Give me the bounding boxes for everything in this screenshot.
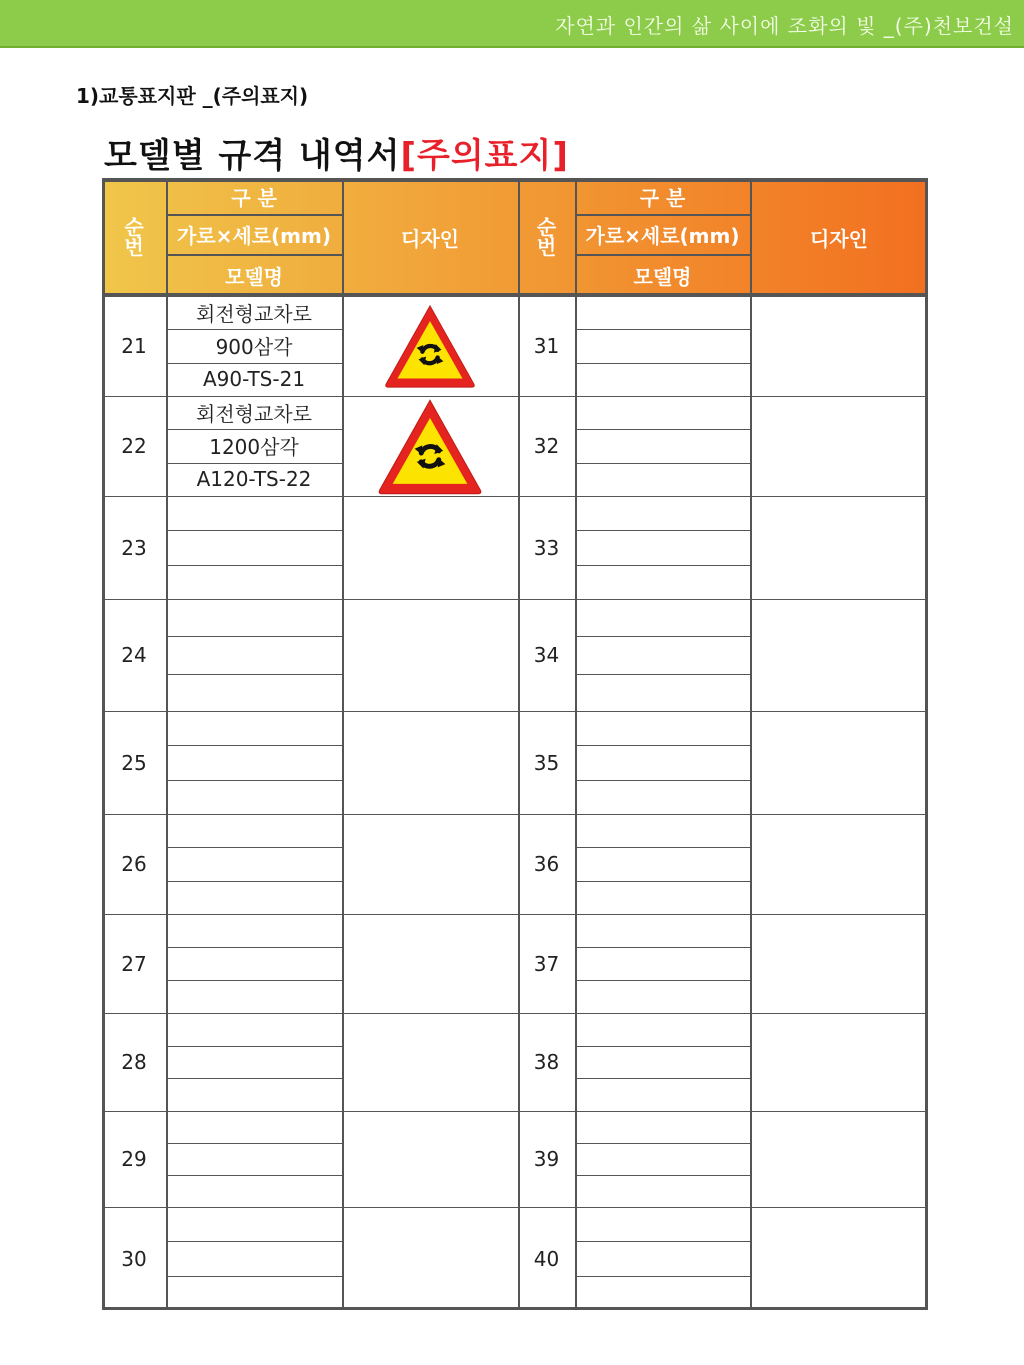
row-number: 27 [121, 951, 147, 976]
item-size-cell [166, 1241, 342, 1275]
cell-subline [575, 1078, 750, 1079]
cell-subline [166, 329, 342, 330]
item-size-cell [166, 745, 342, 779]
cell-subline [166, 1276, 342, 1277]
header-design-label-right: 디자인 [810, 226, 868, 251]
item-size-cell: 1200삼각 [209, 435, 299, 460]
row-number: 34 [533, 643, 560, 667]
cell-subline [166, 429, 342, 430]
item-model-cell [166, 1078, 342, 1111]
item-model-cell [575, 363, 750, 396]
item-name-cell [166, 711, 342, 745]
row-number: 28 [121, 1050, 147, 1074]
item-size-cell [575, 947, 750, 980]
item-name-cell [166, 914, 342, 947]
column-divider [750, 178, 752, 1310]
item-name-cell [575, 914, 750, 947]
item-name-cell [166, 814, 342, 847]
design-cell [342, 396, 518, 496]
cell-subline [575, 565, 750, 566]
header-number-label-left: 순 번 [124, 215, 144, 259]
item-name-cell [575, 1207, 750, 1241]
row-number: 37 [533, 951, 560, 976]
cell-subline [166, 565, 342, 566]
document-title-accent: [주의표지] [400, 136, 569, 176]
cell-subline [166, 980, 342, 981]
item-model-cell [575, 980, 750, 1013]
item-model-cell [166, 565, 342, 599]
table-border-top [102, 178, 928, 182]
item-size-cell [575, 847, 750, 880]
item-size-cell [575, 1046, 750, 1079]
item-name-cell [575, 1111, 750, 1143]
cell-subline [575, 329, 750, 330]
item-name-cell [575, 1013, 750, 1046]
header-group-label-left: 구 분 [231, 185, 277, 210]
column-divider [575, 178, 577, 1310]
cell-subline [575, 636, 750, 637]
row-number: 29 [121, 1147, 147, 1171]
cell-subline [575, 847, 750, 848]
cell-subline [166, 1078, 342, 1079]
column-divider [518, 178, 520, 1310]
cell-subline [575, 947, 750, 948]
row-number: 35 [533, 750, 560, 775]
item-model-cell [575, 1276, 750, 1310]
document-title-main: 모델별 규격 내역서 [104, 136, 401, 176]
cell-subline [575, 1175, 750, 1176]
item-model-cell [575, 780, 750, 814]
item-size-cell [575, 530, 750, 564]
cell-subline [166, 363, 342, 364]
cell-subline [575, 881, 750, 882]
row-number: 38 [533, 1050, 560, 1074]
banner-text: 자연과 인간의 삶 사이에 조화의 빛 _(주)천보건설 [555, 14, 1014, 38]
row-number: 30 [121, 1246, 147, 1271]
header-design-label-left: 디자인 [401, 226, 459, 251]
item-model-cell [575, 674, 750, 711]
item-name-cell [166, 1111, 342, 1143]
item-name-cell [166, 496, 342, 530]
cell-subline [575, 980, 750, 981]
row-number: 23 [121, 535, 147, 560]
item-model-cell [575, 463, 750, 496]
item-model-cell [575, 565, 750, 599]
cell-subline [166, 780, 342, 781]
item-size-cell [575, 329, 750, 362]
header-model-label-left: 모델명 [225, 264, 283, 289]
item-name-cell [575, 711, 750, 745]
document-title [104, 128, 569, 177]
item-name-cell [575, 396, 750, 429]
cell-subline [575, 1046, 750, 1047]
header-group-label-right: 구 분 [639, 185, 686, 210]
row-number: 33 [533, 535, 560, 560]
row-number: 40 [533, 1246, 560, 1271]
item-name-cell [575, 296, 750, 329]
cell-subline [166, 947, 342, 948]
item-size-cell [575, 429, 750, 462]
header-model-label-right: 모델명 [633, 264, 692, 289]
item-model-cell [166, 1276, 342, 1310]
item-name-cell: 회전형교차로 [196, 402, 312, 427]
cell-subline [575, 429, 750, 430]
item-model-cell [166, 674, 342, 711]
cell-subline [166, 636, 342, 637]
table-border-left [102, 178, 105, 1310]
header-size-label-left: 가로×세로(mm) [177, 223, 331, 248]
row-number: 24 [121, 643, 147, 667]
item-name-cell [575, 599, 750, 636]
row-number: 22 [121, 434, 147, 458]
cell-subline [166, 530, 342, 531]
item-model-cell [166, 1175, 342, 1207]
item-model-cell [575, 1175, 750, 1207]
table-border-right [925, 178, 928, 1310]
header-subline [575, 254, 750, 256]
item-model-cell [575, 1078, 750, 1111]
item-size-cell [166, 1143, 342, 1175]
cell-subline [575, 1241, 750, 1242]
row-number: 36 [533, 852, 560, 876]
cell-subline [166, 847, 342, 848]
item-size-cell [166, 847, 342, 880]
item-name-cell: 회전형교차로 [196, 302, 312, 327]
header-bottom-border [102, 293, 928, 297]
cell-subline [575, 780, 750, 781]
roundabout-warning-sign-icon [382, 302, 478, 390]
item-name-cell [575, 814, 750, 847]
cell-subline [575, 674, 750, 675]
cell-subline [575, 1276, 750, 1277]
header-subline [166, 214, 342, 216]
item-name-cell [575, 496, 750, 530]
row-number: 25 [121, 750, 147, 775]
row-number: 26 [121, 852, 147, 876]
item-model-cell: A90-TS-21 [202, 367, 306, 392]
header-number-label-right: 순 번 [536, 215, 557, 259]
cell-subline [166, 1143, 342, 1144]
row-number: 21 [121, 334, 147, 358]
header-subline [575, 214, 750, 216]
item-size-cell [166, 636, 342, 673]
item-size-cell [575, 745, 750, 779]
design-cell [342, 296, 518, 396]
item-model-cell [166, 780, 342, 814]
item-name-cell [166, 599, 342, 636]
table-border-bottom [102, 1307, 928, 1310]
item-name-cell [166, 1013, 342, 1046]
cell-subline [575, 363, 750, 364]
cell-subline [575, 1143, 750, 1144]
column-divider [166, 178, 168, 1310]
cell-subline [166, 1046, 342, 1047]
item-size-cell [166, 947, 342, 980]
item-size-cell [166, 530, 342, 564]
row-number: 31 [533, 334, 560, 358]
header-size-label-right: 가로×세로(mm) [585, 223, 740, 248]
row-number: 39 [533, 1147, 560, 1171]
cell-subline [166, 674, 342, 675]
item-size-cell [575, 636, 750, 673]
cell-subline [575, 745, 750, 746]
top-banner [0, 0, 1024, 48]
cell-subline [166, 745, 342, 746]
cell-subline [166, 1175, 342, 1176]
item-model-cell [166, 881, 342, 914]
cell-subline [575, 530, 750, 531]
cell-subline [166, 881, 342, 882]
cell-subline [575, 463, 750, 464]
spec-table [102, 178, 928, 1310]
header-subline [166, 254, 342, 256]
section-title: 1)교통표지판 _(주의표지) [76, 84, 309, 108]
roundabout-warning-sign-icon [375, 396, 485, 497]
column-divider [342, 178, 344, 1310]
item-size-cell [166, 1046, 342, 1079]
item-name-cell [166, 1207, 342, 1241]
item-size-cell [575, 1241, 750, 1275]
item-model-cell [575, 881, 750, 914]
item-model-cell: A120-TS-22 [196, 467, 312, 492]
cell-subline [166, 463, 342, 464]
row-number: 32 [533, 434, 560, 458]
cell-subline [166, 1241, 342, 1242]
item-size-cell: 900삼각 [215, 335, 293, 360]
item-size-cell [575, 1143, 750, 1175]
item-model-cell [166, 980, 342, 1013]
